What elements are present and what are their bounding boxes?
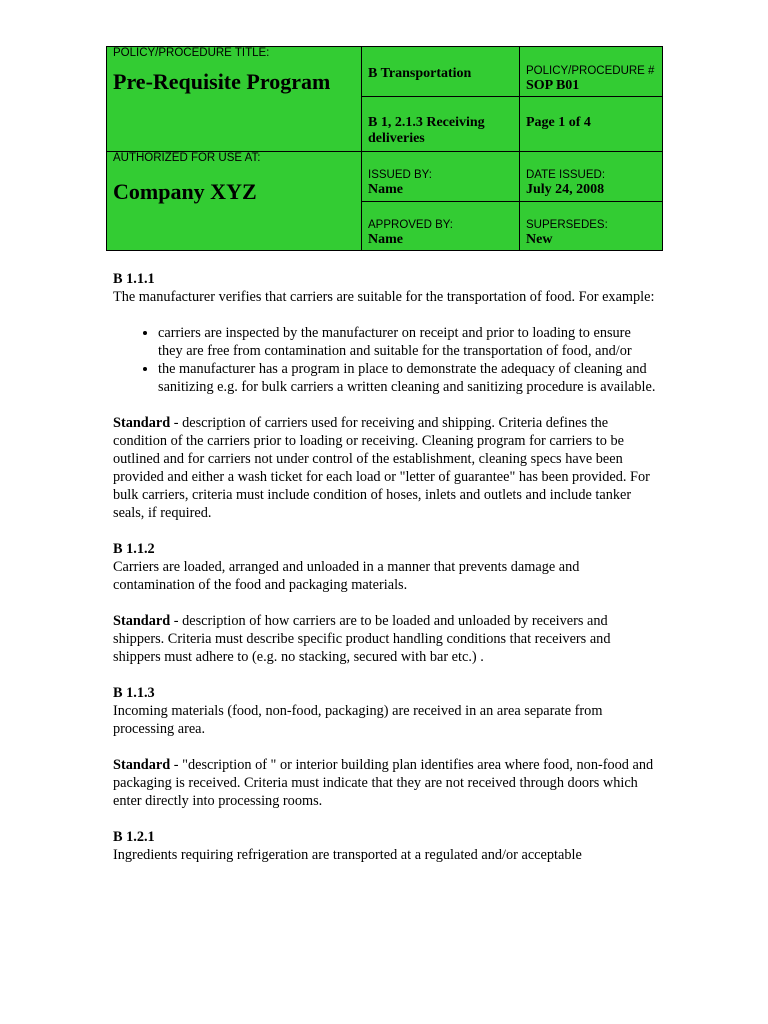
standard-paragraph: [113, 414, 658, 522]
section-text: Incoming materials (food, non-food, packaging) are received in an area separate from processing area.: [113, 703, 603, 737]
standard-label: Standard: [113, 613, 171, 629]
page-cell: [520, 97, 663, 152]
section-heading: B 1.1.1: [113, 271, 155, 287]
number-cell: [520, 47, 663, 97]
header-table: [106, 46, 663, 251]
title-cell: [107, 47, 362, 152]
authorized-label: AUTHORIZED FOR USE AT:: [113, 152, 261, 164]
issued-by-value: Name: [368, 182, 403, 197]
bullet-item: • the manufacturer has a program in place to demonstrate the adequacy of cleaning and sanitizing e.g. for bulk carriers a written cleaning and sanitizing procedure is available.: [158, 360, 658, 396]
date-issued-value: July 24, 2008: [526, 182, 605, 197]
section-heading: B 1.1.3: [113, 685, 155, 701]
policy-title: Pre-Requisite Program: [113, 69, 331, 94]
supersedes-label: SUPERSEDES:: [526, 219, 608, 231]
title-label: POLICY/PROCEDURE TITLE:: [113, 47, 270, 59]
date-issued-label: DATE ISSUED:: [526, 169, 606, 181]
bullet-list: [113, 324, 658, 396]
standard-paragraph: [113, 612, 658, 666]
section-text: The manufacturer verifies that carriers are suitable for the transportation of food. For example:: [113, 289, 655, 305]
section-text: Ingredients requiring refrigeration are transported at a regulated and/or acceptable: [113, 847, 582, 863]
company-name: Company XYZ: [113, 179, 257, 204]
supersedes-cell: [520, 202, 663, 251]
section-name: B Transportation: [368, 66, 472, 81]
issued-by-cell: [362, 152, 520, 202]
standard-paragraph: [113, 756, 658, 810]
standard-label: Standard: [113, 757, 171, 773]
subsection-cell: [362, 97, 520, 152]
date-issued-cell: [520, 152, 663, 202]
standard-text: - description of how carriers are to be loaded and unloaded by receivers and shippers. Criteria must describe specific product handling conditions that receivers and shippers must adhere to (e.g. no stacking, secured with bar etc.) .: [113, 613, 611, 665]
issued-by-label: ISSUED BY:: [368, 169, 432, 181]
standard-label: Standard: [113, 415, 171, 431]
section-heading: B 1.2.1: [113, 829, 155, 845]
authorized-cell: [107, 152, 362, 251]
approved-by-label: APPROVED BY:: [368, 219, 454, 231]
section-cell: [362, 47, 520, 97]
document-body: [113, 270, 658, 882]
approved-by-cell: [362, 202, 520, 251]
section-text: Carriers are loaded, arranged and unloaded in a manner that prevents damage and contamination of the food and packaging materials.: [113, 559, 580, 593]
approved-by-value: Name: [368, 232, 403, 247]
subsection-name: B 1, 2.1.3 Receiving deliveries: [368, 115, 485, 146]
section-heading: B 1.1.2: [113, 541, 155, 557]
standard-text: - "description of " or interior building plan identifies area where food, non-food and packaging is received. Criteria must indicate that they are not received through doors which enter directly into processing rooms.: [113, 757, 654, 809]
standard-text: - description of carriers used for receiving and shipping. Criteria defines the condition of the carriers prior to loading or receiving. Cleaning program for carriers to be outlined and for carriers not under control of the establishment, cleaning specs have been provided and either a wash ticket for each load or "letter of guarantee" has been provided. For bulk carriers, criteria must include condition of hoses, inlets and outlets and include tanker seals, if required.: [113, 415, 650, 521]
page-number: Page 1 of 4: [526, 115, 591, 130]
supersedes-value: New: [526, 232, 553, 247]
number-label: POLICY/PROCEDURE #: [526, 65, 655, 77]
bullet-item: • carriers are inspected by the manufacturer on receipt and prior to loading to ensure they are free from contamination and suitable for the transportation of food, and/or: [158, 324, 658, 360]
policy-number: SOP B01: [526, 78, 580, 93]
